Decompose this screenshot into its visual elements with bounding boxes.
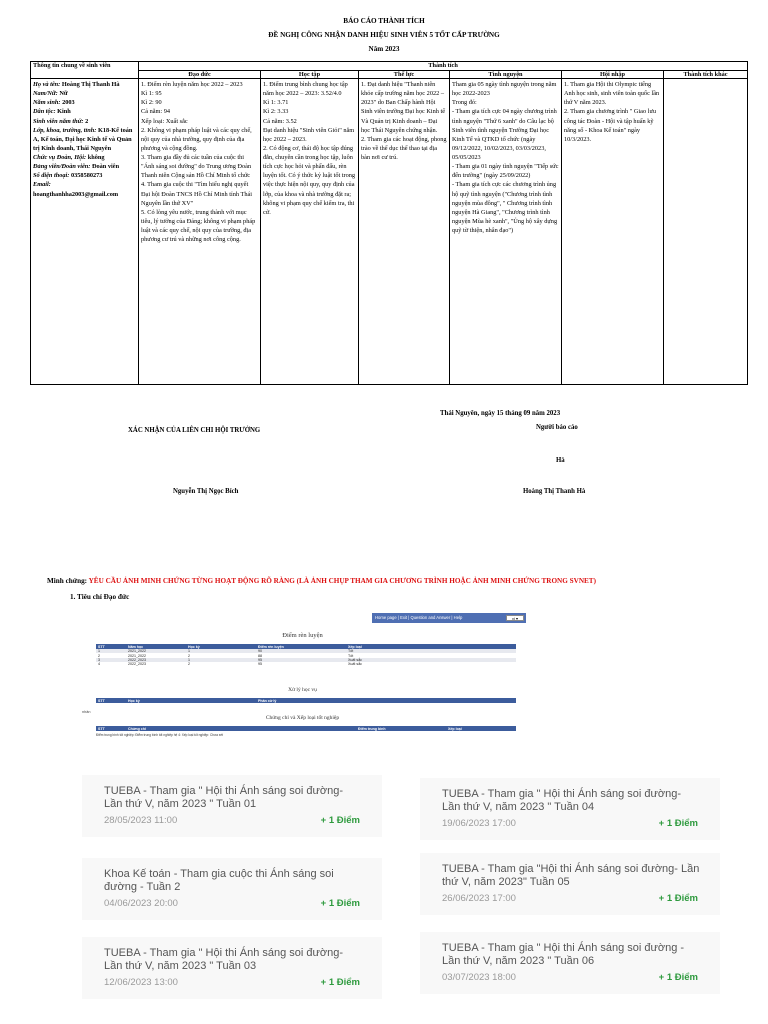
info-value: không bbox=[87, 154, 105, 162]
the-luc-cell bbox=[359, 79, 450, 385]
mini-header-cell: STT bbox=[96, 698, 126, 703]
table-cell: 2 bbox=[186, 662, 256, 666]
cell-line: Tham gia 05 ngày tình nguyện trong năm học 2022-2023 bbox=[452, 81, 557, 98]
header-hoc-tap: Học tập bbox=[261, 70, 359, 79]
achievement-table bbox=[30, 61, 748, 385]
table-cell: 2021_2022 bbox=[126, 653, 186, 657]
dao-duc-cell bbox=[139, 79, 261, 385]
info-line bbox=[33, 126, 136, 153]
hoc-tap-cell bbox=[261, 79, 359, 385]
activity-date: 03/07/2023 18:00 bbox=[442, 972, 516, 983]
signature-mark: Hà bbox=[556, 457, 565, 464]
cell-line: Cả năm: 3.52 bbox=[263, 117, 297, 125]
header-the-luc: Thể lực bbox=[359, 70, 450, 79]
academic-handling-title: Xử lý học vụ bbox=[288, 687, 317, 693]
info-value: hoangthanhha2003@gmail.com bbox=[33, 190, 119, 198]
cell-line: 1. Đạt danh hiệu "Thanh niên khỏe cấp trường năm học 2022 – 2023" do Ban Chấp hành Hội Sinh viên trường Đại học Kinh tế Và Quản trị Kinh doanh – Đại học Thái Nguyên chứng nhận. bbox=[361, 81, 446, 134]
info-key: Sinh viên năm thứ: bbox=[33, 117, 84, 125]
info-value: 0358580273 bbox=[70, 172, 103, 180]
activity-title: TUEBA - Tham gia " Hội thi Ánh sáng soi đường- Lần thứ V, năm 2023 " Tuần 04 bbox=[442, 788, 681, 813]
table-cell: 4 bbox=[96, 662, 126, 666]
evidence-requirement: YÊU CẦU ẢNH MINH CHỨNG TỪNG HOẠT ĐỘNG RÕ RÀNG (LÀ ẢNH CHỤP THAM GIA CHƯƠNG TRÌNH HOẶC ẢNH MINH CHỨNG TRONG SVNET) bbox=[88, 577, 596, 585]
reporter-title: Người báo cáo bbox=[536, 424, 578, 431]
cell-line: Kì 2: 90 bbox=[141, 99, 162, 107]
activity-points: + 1 Điểm bbox=[658, 893, 698, 904]
mini-header-cell: Xếp loại bbox=[346, 644, 516, 649]
graduation-footer: Điểm trung bình tốt nghiệp: Điểm trung bình tốt nghiệp hệ 4: Xếp loại tốt nghiệp: Chưa xét bbox=[96, 733, 224, 737]
evidence-note bbox=[47, 577, 596, 585]
date-line: Thái Nguyên, ngày 15 tháng 09 năm 2023 bbox=[440, 410, 561, 417]
activity-date: 26/06/2023 17:00 bbox=[442, 893, 516, 904]
info-line bbox=[33, 171, 136, 180]
mini-header-cell: Chứng chỉ bbox=[126, 726, 356, 731]
certificate-table bbox=[96, 726, 516, 731]
info-key: Dân tộc: bbox=[33, 108, 56, 116]
confirm-title: XÁC NHẬN CỦA LIÊN CHI HỘI TRƯỞNG bbox=[128, 427, 261, 434]
info-line bbox=[33, 180, 136, 198]
table-cell: 2 bbox=[186, 653, 256, 657]
cell-line: - Tham gia tích cực các chương trình ủng hộ quỹ tình nguyện ("Chương trình tình nguyện mùa đông", " Chương trình tình nguyện Hà Giang", "Chương trình tình nguyện Mùa hè xanh", "Ủng hộ xây dựng quỹ từ thiện, nhân đạo") bbox=[452, 181, 558, 235]
cell-line: Đạt danh hiệu "Sinh viên Giỏi" năm học 2022 – 2023. bbox=[263, 126, 355, 143]
cell-line: Kì 1: 3.71 bbox=[263, 99, 289, 107]
report-title: BÁO CÁO THÀNH TÍCH bbox=[343, 17, 425, 25]
table-cell: 2022_2023 bbox=[126, 662, 186, 666]
certificate-title: Chứng chỉ và Xếp loại tốt nghiệp bbox=[265, 715, 340, 721]
activity-card[interactable] bbox=[420, 932, 720, 994]
table-cell: Xuất sắc bbox=[346, 658, 516, 662]
header-hoi-nhap: Hội nhập bbox=[562, 70, 664, 79]
evidence-label: Minh chứng: bbox=[47, 577, 88, 585]
info-value: 2 bbox=[85, 117, 89, 125]
info-line bbox=[33, 107, 136, 116]
table-cell: 88 bbox=[256, 653, 346, 657]
info-value: 2003 bbox=[62, 99, 75, 107]
info-line bbox=[33, 162, 136, 171]
cell-line: 1. Tham gia Hội thi Olympic tiếng Anh học sinh, sinh viên toàn quốc lần thứ V năm 2023. bbox=[564, 81, 660, 107]
activity-points: + 1 Điểm bbox=[320, 898, 360, 909]
table-cell: 2022_2023 bbox=[126, 658, 186, 662]
info-key: Nam/Nữ: bbox=[33, 90, 58, 98]
info-value: Đoàn viên bbox=[91, 163, 120, 171]
info-value: K18-Kế toán A, Kế toán, Đại học Kinh tế và Quản trị Kinh doanh, Thái Nguyên bbox=[33, 126, 133, 152]
student-info-cell bbox=[31, 79, 139, 385]
info-line bbox=[33, 153, 136, 162]
report-subtitle: ĐỀ NGHỊ CÔNG NHẬN DANH HIỆU SINH VIÊN 5 TỐT CẤP TRƯỜNG bbox=[268, 31, 500, 39]
header-dao-duc: Đạo đức bbox=[139, 70, 261, 79]
activity-points: + 1 Điểm bbox=[320, 977, 360, 988]
mini-header-cell: Xếp loại bbox=[446, 726, 516, 731]
mini-header-cell: Phân xử lý bbox=[256, 698, 516, 703]
header-tinh-nguyen: Tình nguyện bbox=[450, 70, 562, 79]
svnet-top-nav bbox=[372, 613, 526, 623]
activity-title: Khoa Kế toán - Tham gia cuộc thi Ánh sáng soi đường - Tuần 2 bbox=[104, 868, 334, 893]
activity-card[interactable] bbox=[82, 937, 382, 999]
mini-header-cell: Năm học bbox=[126, 644, 186, 649]
info-line bbox=[33, 98, 136, 107]
table-cell: 95 bbox=[256, 662, 346, 666]
thanh-tich-khac-cell bbox=[664, 79, 748, 385]
cell-line: 2. Không vi phạm pháp luật và các quy chế, nội quy của nhà trường, quy định của địa phương và cộng đồng. bbox=[141, 126, 252, 152]
table-cell: Tốt bbox=[346, 649, 516, 653]
conduct-score-title: Điểm rèn luyện bbox=[282, 632, 323, 639]
mini-header-cell: Điểm trung bình bbox=[356, 726, 446, 731]
table-cell: 1 bbox=[186, 658, 256, 662]
cell-line: Cả năm: 94 bbox=[141, 108, 171, 116]
table-cell: Xuất sắc bbox=[346, 662, 516, 666]
table-cell: 2021_2022 bbox=[126, 649, 186, 653]
table-cell: 1 bbox=[186, 649, 256, 653]
activity-title: TUEBA - Tham gia " Hội thi Ánh sáng soi đường - Lần thứ V, năm 2023 " Tuần 06 bbox=[442, 942, 685, 967]
activity-title: TUEBA - Tham gia " Hội thi Ánh sáng soi đường- Lần thứ V, năm 2023 " Tuần 03 bbox=[104, 947, 343, 972]
activity-points: + 1 Điểm bbox=[658, 972, 698, 983]
table-cell: Tốt bbox=[346, 653, 516, 657]
conduct-score-table bbox=[96, 644, 516, 667]
info-key: Email: bbox=[33, 181, 51, 189]
activity-card[interactable] bbox=[82, 775, 382, 837]
academic-handling-table bbox=[96, 698, 516, 703]
tinh-nguyen-cell bbox=[450, 79, 562, 385]
activity-card[interactable] bbox=[420, 778, 720, 840]
activity-points: + 1 Điểm bbox=[320, 815, 360, 826]
activity-title: TUEBA - Tham gia "Hội thi Ánh sáng soi đường- Lần thứ V, năm 2023" Tuần 05 bbox=[442, 863, 700, 888]
activity-date: 28/05/2023 11:00 bbox=[104, 815, 178, 826]
confirmer-name: Nguyễn Thị Ngọc Bích bbox=[173, 488, 239, 495]
cell-line: 5. Có lòng yêu nước, trung thành với mục tiêu, lý tưởng của Đảng; không vi phạm pháp luật và các quy chế, nội quy của trường, địa phương cư trú và những nơi công cộng. bbox=[141, 208, 256, 244]
mini-header-cell: STT bbox=[96, 644, 126, 649]
cell-line: 4. Tham gia cuộc thi "Tìm hiểu nghị quyết Đại hội Đoàn TNCS Hồ Chí Minh tỉnh Thái Nguyên lần thứ XV" bbox=[141, 181, 253, 207]
cell-line: 1. Điểm trung bình chung học tập năm học 2022 – 2023: 3.52/4.0 bbox=[263, 81, 348, 98]
reporter-name: Hoàng Thị Thanh Hà bbox=[523, 488, 586, 495]
cell-line: 2. Tham gia các hoạt động, phong trào về thể dục thể thao tại địa bàn nơi cư trú. bbox=[361, 135, 447, 162]
info-key: Họ và tên: bbox=[33, 81, 61, 89]
hoi-nhap-cell bbox=[562, 79, 664, 385]
criterion-heading: 1. Tiêu chí Đạo đức bbox=[70, 593, 130, 601]
table-cell: 2 bbox=[96, 653, 126, 657]
cell-line: 1. Điểm rèn luyện năm học 2022 – 2023 bbox=[141, 81, 243, 89]
cell-line: 3. Tham gia đầy đủ các tuần của cuộc thi "Ánh sáng soi đường" do Trung ương Đoàn Thanh niên Cộng sản Hồ Chí Minh tổ chức bbox=[141, 154, 252, 180]
info-line bbox=[33, 80, 136, 89]
mini-header-cell: Học kỳ bbox=[126, 698, 256, 703]
activity-date: 19/06/2023 17:00 bbox=[442, 818, 516, 829]
info-key: Lớp, khoa, trường, tỉnh: bbox=[33, 126, 97, 134]
info-value: Hoàng Thị Thanh Hà bbox=[61, 81, 120, 89]
info-value: Kinh bbox=[57, 108, 71, 116]
table-row bbox=[96, 662, 516, 666]
info-key: Đảng viên/Đoàn viên: bbox=[33, 163, 91, 171]
mini-header-cell: Học kỳ bbox=[186, 644, 256, 649]
table-cell: 1 bbox=[96, 649, 126, 653]
info-line bbox=[33, 89, 136, 98]
cell-line: - Tham gia 01 ngày tình nguyện "Tiếp sức đến trường" (ngày 25/09/2022) bbox=[452, 163, 559, 180]
report-year: Năm 2023 bbox=[368, 45, 400, 53]
header-thanh-tich-khac: Thành tích khác bbox=[664, 70, 748, 79]
side-note: nhân bbox=[82, 710, 91, 714]
info-key: Chức vụ Đoàn, Hội: bbox=[33, 154, 87, 162]
mini-header-cell: Điểm rèn luyện bbox=[256, 644, 346, 649]
svnet-screenshot bbox=[80, 610, 525, 740]
activity-points: + 1 Điểm bbox=[658, 818, 698, 829]
cell-line: Trong đó: bbox=[452, 99, 477, 107]
info-key: Năm sinh: bbox=[33, 99, 61, 107]
table-cell: 90 bbox=[256, 649, 346, 653]
language-select: vi ▾ bbox=[506, 615, 524, 621]
header-achievements: Thành tích bbox=[139, 62, 748, 71]
cell-line: Kì 2: 3.33 bbox=[263, 108, 289, 116]
activity-card[interactable] bbox=[420, 853, 720, 915]
svnet-nav-links: Home page | Exit | Question and Answer | Help bbox=[375, 615, 463, 620]
mini-header-cell: STT bbox=[96, 726, 126, 731]
cell-line: Kì 1: 95 bbox=[141, 90, 162, 98]
activity-card[interactable] bbox=[82, 858, 382, 920]
activity-date: 12/06/2023 13:00 bbox=[104, 977, 178, 988]
activity-date: 04/06/2023 20:00 bbox=[104, 898, 178, 909]
info-key: Số điện thoại: bbox=[33, 172, 70, 180]
cell-line: Xếp loại: Xuất sắc bbox=[141, 117, 188, 125]
activity-title: TUEBA - Tham gia " Hội thi Ánh sáng soi đường- Lần thứ V, năm 2023 " Tuần 01 bbox=[104, 785, 343, 810]
cell-line: 2. Tham gia chương trình " Giao lưu công tác Đoàn - Hội và tập huấn kỹ năng số - Khoa Kế toán" ngày 10/3/2023. bbox=[564, 108, 657, 143]
table-cell: 3 bbox=[96, 658, 126, 662]
info-value: Nữ bbox=[59, 90, 68, 98]
cell-line: - Tham gia tích cực 04 ngày chương trình tình nguyện "Thứ 6 xanh" do Câu lạc bộ Sinh viên tình nguyện Trường Đại học Kinh Tế và QTKD tổ chức (ngày 09/12/2022, 10/02/2023, 03/03/2023, 05/05/2023 bbox=[452, 108, 557, 162]
language-value: vi bbox=[511, 616, 515, 621]
header-general-info: Thông tin chung về sinh viên bbox=[31, 62, 139, 79]
info-line bbox=[33, 117, 136, 126]
table-cell: 95 bbox=[256, 658, 346, 662]
cell-line: 2. Có động cơ, thái độ học tập đúng đắn, chuyên cần trong học tập, luôn tích cực học hỏi và phấn đấu, rèn luyện tốt. Có ý thức kỷ luật tốt trong việc thực hiện nội quy, quy định của lớp, của khoa và nhà trường đặt ra; không vi phạm quy chế kiểm tra, thi cử. bbox=[263, 144, 356, 216]
